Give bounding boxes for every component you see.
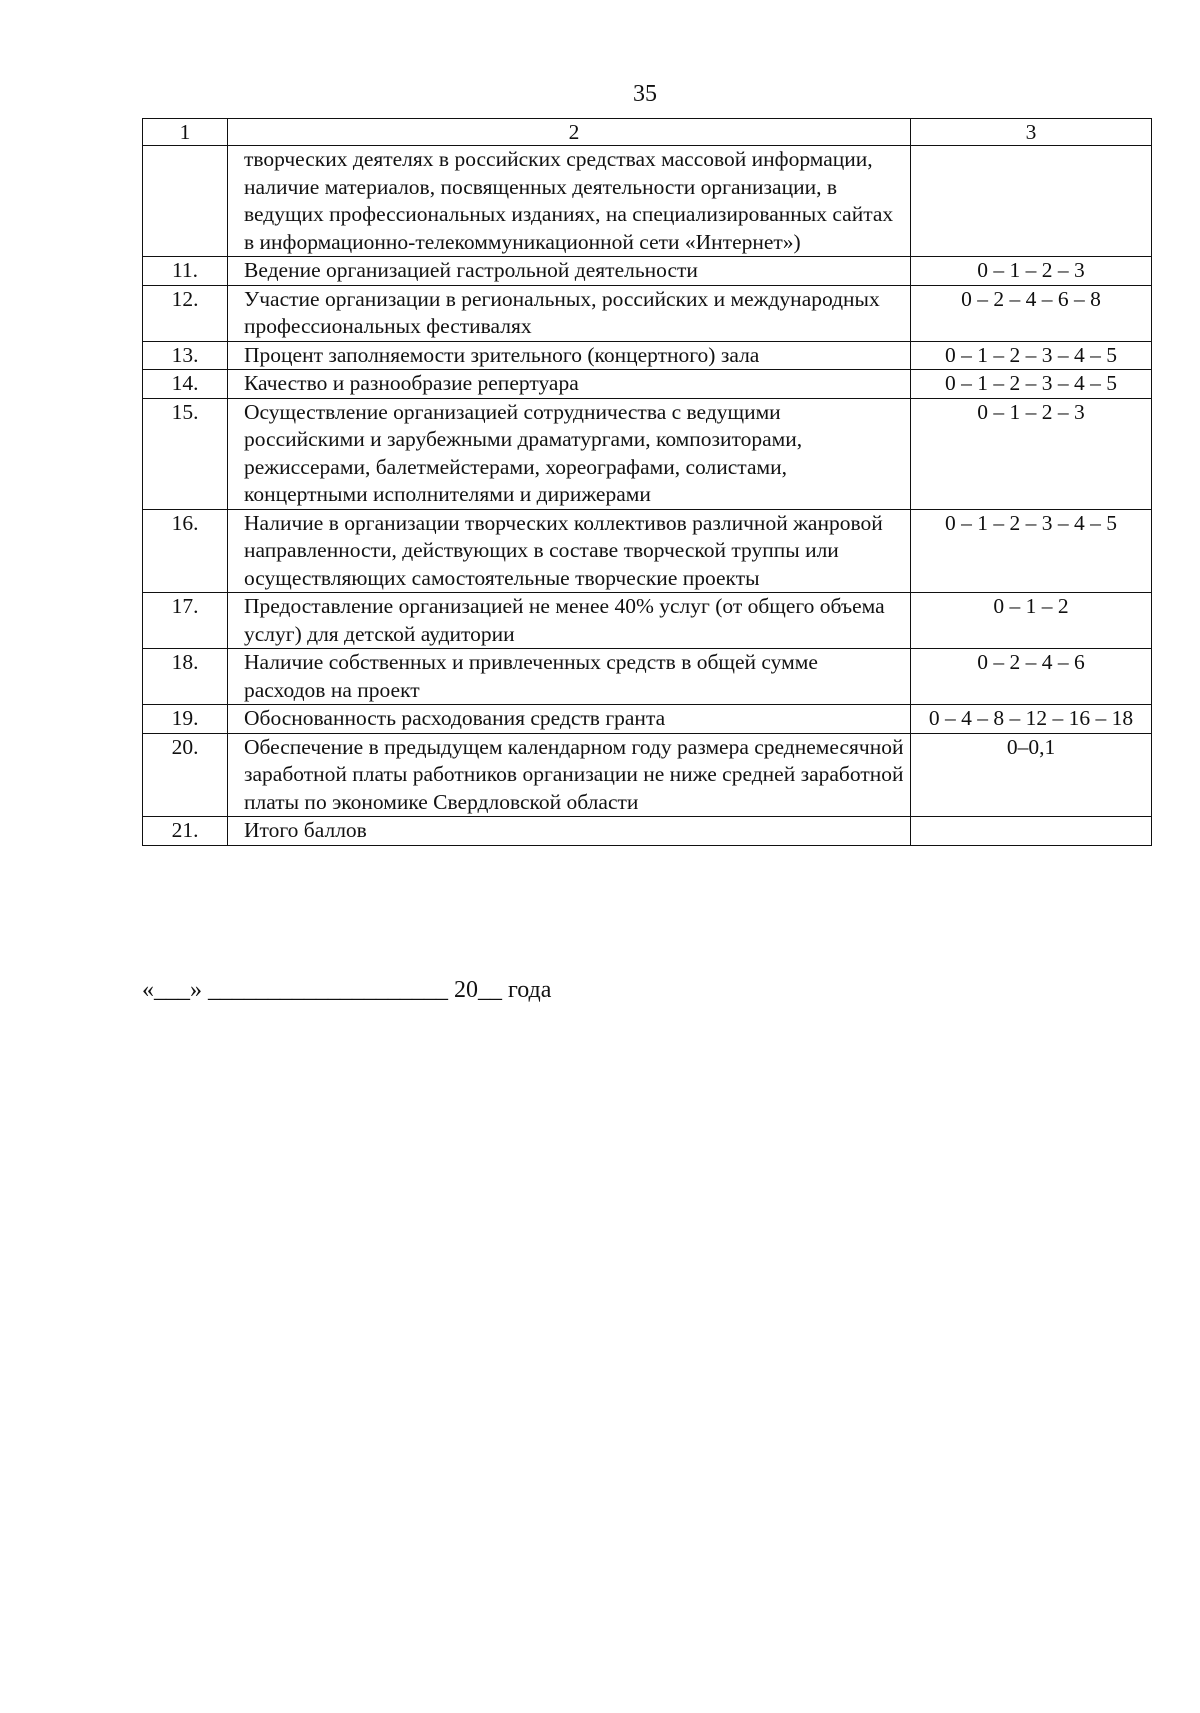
score-scale: 0–0,1 xyxy=(911,733,1152,817)
criterion-text: Качество и разнообразие репертуара xyxy=(228,370,911,399)
table-row xyxy=(143,257,1152,286)
row-number xyxy=(143,146,228,257)
row-number: 12. xyxy=(143,285,228,341)
score-scale: 0 – 2 – 4 – 6 – 8 xyxy=(911,285,1152,341)
score-scale: 0 – 1 – 2 – 3 – 4 – 5 xyxy=(911,341,1152,370)
row-number: 11. xyxy=(143,257,228,286)
table-row xyxy=(143,285,1152,341)
table-row xyxy=(143,146,1152,257)
criterion-text: Предоставление организацией не менее 40% услуг (от общего объема услуг) для детской аудитории xyxy=(228,593,911,649)
criterion-text: Процент заполняемости зрительного (концертного) зала xyxy=(228,341,911,370)
score-scale xyxy=(911,817,1152,846)
criterion-text: Осуществление организацией сотрудничества с ведущими российскими и зарубежными драматургами, композиторами, режиссерами, балетмейстерами, хореографами, солистами, концертными исполнителями и дирижерами xyxy=(228,398,911,509)
table-row xyxy=(143,593,1152,649)
criterion-text: Наличие собственных и привлеченных средств в общей сумме расходов на проект xyxy=(228,649,911,705)
score-scale: 0 – 1 – 2 – 3 xyxy=(911,398,1152,509)
table-row xyxy=(143,705,1152,734)
score-scale: 0 – 1 – 2 – 3 – 4 – 5 xyxy=(911,509,1152,593)
row-number: 15. xyxy=(143,398,228,509)
table-row xyxy=(143,341,1152,370)
row-number: 18. xyxy=(143,649,228,705)
score-scale: 0 – 4 – 8 – 12 – 16 – 18 xyxy=(911,705,1152,734)
table-row xyxy=(143,509,1152,593)
criterion-text: Ведение организацией гастрольной деятельности xyxy=(228,257,911,286)
column-header-2: 2 xyxy=(228,119,911,146)
table-row xyxy=(143,649,1152,705)
score-scale: 0 – 2 – 4 – 6 xyxy=(911,649,1152,705)
column-header-3: 3 xyxy=(911,119,1152,146)
row-number: 17. xyxy=(143,593,228,649)
criterion-text: Наличие в организации творческих коллективов различной жанровой направленности, действующих в составе творческой труппы или осуществляющих самостоятельные творческие проекты xyxy=(228,509,911,593)
page-number: 35 xyxy=(633,81,657,107)
score-scale xyxy=(911,146,1152,257)
criterion-text: Обеспечение в предыдущем календарном году размера среднемесячной заработной платы работников организации не ниже средней заработной платы по экономике Свердловской области xyxy=(228,733,911,817)
criterion-text: творческих деятелях в российских средствах массовой информации, наличие материалов, посвященных деятельности организации, в ведущих профессиональных изданиях, на специализированных сайтах в информационно-телекоммуникационной сети «Интернет») xyxy=(228,146,911,257)
score-scale: 0 – 1 – 2 – 3 xyxy=(911,257,1152,286)
criteria-table xyxy=(142,118,1152,846)
score-scale: 0 – 1 – 2 – 3 – 4 – 5 xyxy=(911,370,1152,399)
table-row-total xyxy=(143,817,1152,846)
table-row xyxy=(143,398,1152,509)
row-number: 14. xyxy=(143,370,228,399)
table-row xyxy=(143,370,1152,399)
row-number: 13. xyxy=(143,341,228,370)
row-number: 21. xyxy=(143,817,228,846)
table-header-row xyxy=(143,119,1152,146)
table-row xyxy=(143,733,1152,817)
date-signature-line: «___» ____________________ 20__ года xyxy=(142,977,552,1003)
row-number: 20. xyxy=(143,733,228,817)
criterion-text: Итого баллов xyxy=(228,817,911,846)
criterion-text: Участие организации в региональных, российских и международных профессиональных фестивалях xyxy=(228,285,911,341)
criterion-text: Обоснованность расходования средств гранта xyxy=(228,705,911,734)
row-number: 19. xyxy=(143,705,228,734)
column-header-1: 1 xyxy=(143,119,228,146)
row-number: 16. xyxy=(143,509,228,593)
score-scale: 0 – 1 – 2 xyxy=(911,593,1152,649)
